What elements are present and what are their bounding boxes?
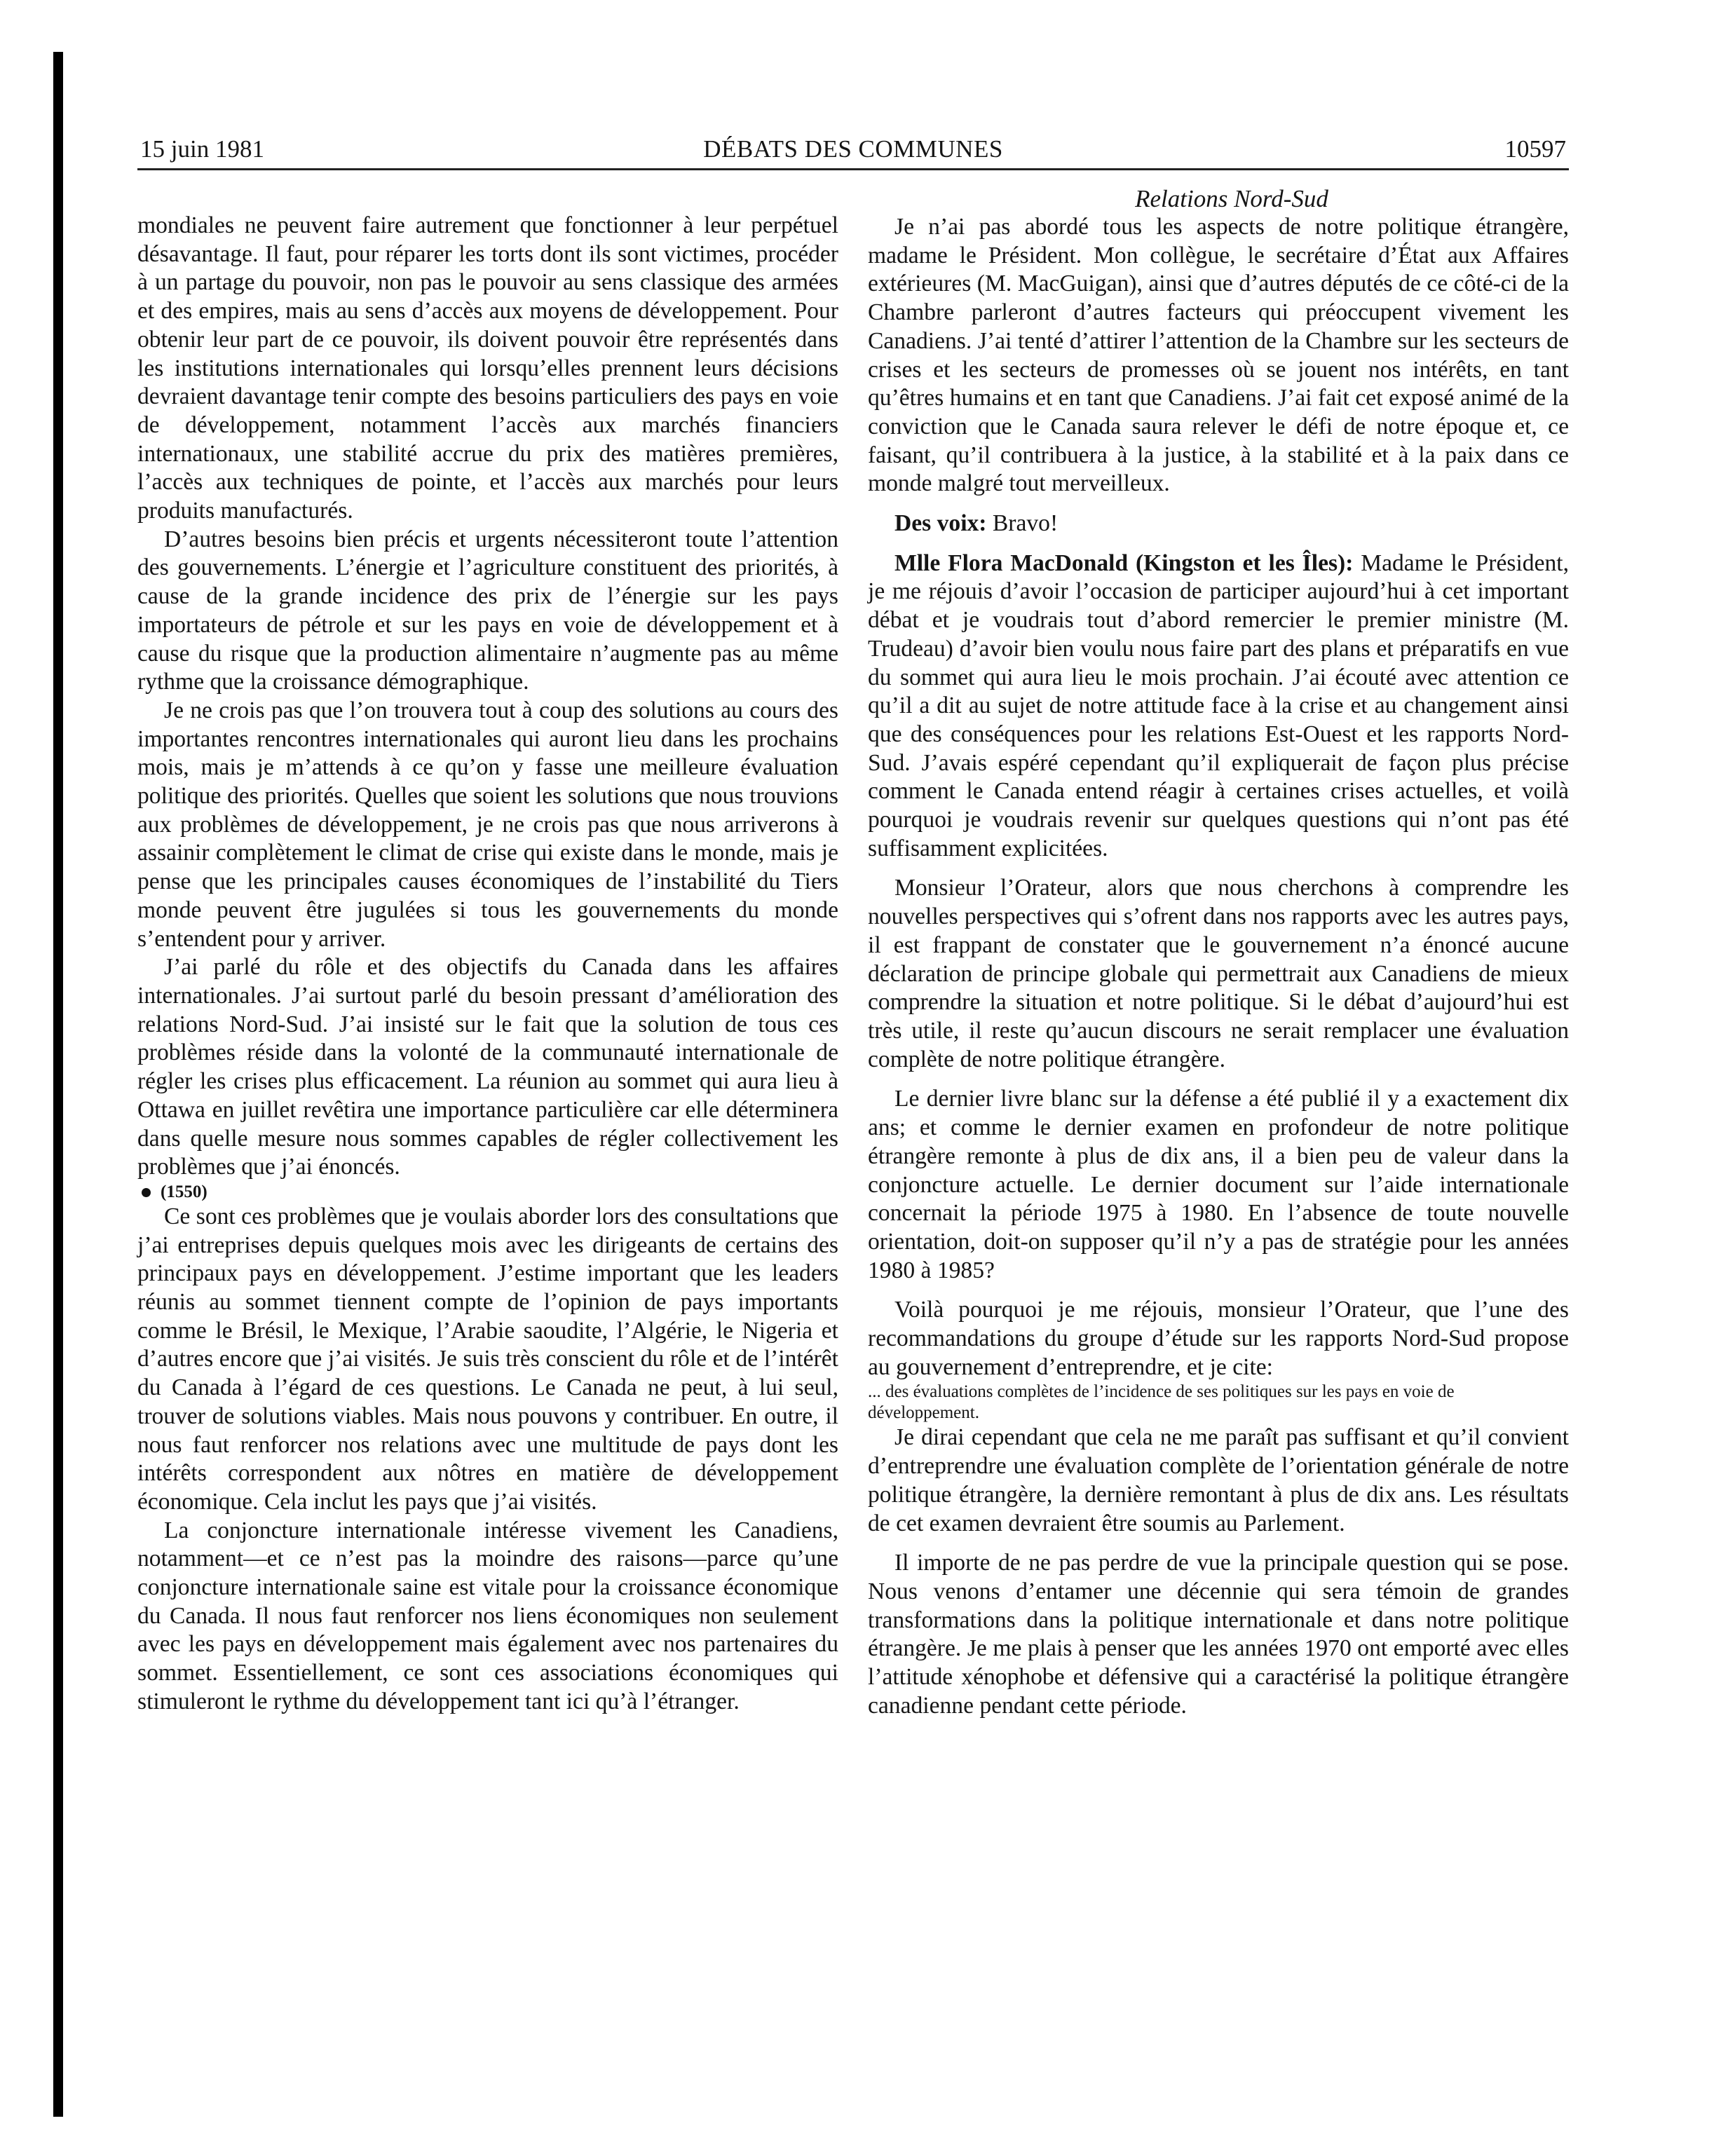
paragraph: D’autres besoins bien précis et urgents nécessiteront toute l’attention des gouvernements. L’énergie et l’agriculture constituent des priorités, à cause de la grande incidence des prix de l’énergie sur les pays importateurs de pétrole et sur les pays en voie de développement et à cause du risque que la production alimentaire n’augmente pas au même rythme que la croissance démographique.	[137, 526, 838, 695]
header-title: DÉBATS DES COMMUNES	[703, 135, 1003, 163]
time-marker	[137, 1182, 838, 1203]
speech-text: Madame le Président, je me réjouis d’avoir l’occasion de participer aujourd’hui à cet important débat et je voudrais tout d’abord remercier le premier ministre (M. Trudeau) d’avoir bien voulu nous faire part des plans et préparatifs en vue du sommet qui aura lieu le mois prochain. J’ai écouté avec attention ce qu’il a dit au sujet de notre attitude face à la crise et au changement ainsi que des conséquences pour les relations Est-Ouest et les rapports Nord-Sud. J’avais espéré cependant qu’il expliquerait de façon plus précise comment le Canada entend réagir à certaines crises actuelles, et voilà pourquoi je voudrais revenir sur quelques questions qui n’ont pas été suffisamment explicitées.	[868, 550, 1569, 861]
page-header	[137, 130, 1569, 170]
scan-edge-bar	[53, 52, 63, 2117]
hansard-page	[137, 130, 1569, 1719]
paragraph: Voilà pourquoi je me réjouis, monsieur l’Orateur, que l’une des recommandations du groupe d’étude sur les rapports Nord-Sud propose au gouvernement d’entreprendre, et je cite:	[868, 1297, 1569, 1380]
speaker-name: Des voix:	[894, 510, 987, 537]
speech-text: Bravo!	[992, 510, 1059, 537]
paragraph: J’ai parlé du rôle et des objectifs du Canada dans les affaires internationales. J’ai surtout parlé du besoin pressant d’amélioration des relations Nord-Sud. J’ai insisté sur le fait que la solution de tous ces problèmes réside dans la volonté de la communauté internationale de régler les crises plus efficacement. La réunion au sommet qui aura lieu à Ottawa en juillet revêtira une importance particulière car elle déterminera dans quelle mesure nous sommes capables de régler collectivement les problèmes que j’ai énoncés.	[137, 954, 838, 1180]
speaker-paragraph	[868, 510, 1569, 538]
timestamp: (1550)	[161, 1182, 207, 1201]
paragraph: Je ne crois pas que l’on trouvera tout à coup des solutions au cours des importantes rencontres internationales qui auront lieu dans les prochains mois, mais je m’attends à ce qu’on y fasse une meilleure évaluation politique des priorités. Quelles que soient les solutions que nous trouvions aux problèmes de développement, je ne crois pas que nous arriverons à assainir complètement le climat de crise qui existe dans le monde, mais je pense que les principales causes économiques de l’instabilité du Tiers monde peuvent être jugulées si tous les gouvernements du monde s’entendent pour y arriver.	[137, 697, 838, 952]
paragraph: Je n’ai pas abordé tous les aspects de notre politique étrangère, madame le Président. Mon collègue, le secrétaire d’État aux Affaires extérieures (M. MacGuigan), ainsi que d’autres députés de ce côté-ci de la Chambre parleront d’autres facteurs qui préoccupent vivement les Canadiens. J’ai tenté d’attirer l’attention de la Chambre sur les secteurs de crises et les secteurs de promesses où se jouent nos intérêts, en tant qu’êtres humains et en tant que Canadiens. J’ai fait cet exposé animé de la conviction que le Canada saura relever le défi de notre époque et, ce faisant, qu’il contribuera à la justice, à la stabilité et à la paix dans ce monde malgré tout merveilleux.	[868, 214, 1569, 497]
speaker-name: Mlle Flora MacDonald (Kingston et les Îles):	[894, 550, 1354, 576]
paragraph: Monsieur l’Orateur, alors que nous cherchons à comprendre les nouvelles perspectives qui s’ofrent dans nos rapports avec les autres pays, il est frappant de constater que le gouvernement n’a énoncé aucune déclaration de principe globale qui permettrait aux Canadiens de mieux comprendre la situation et notre politique. Si le débat d’aujourd’hui est très utile, il reste qu’aucun discours ne serait remplacer une évaluation complète de notre politique étrangère.	[868, 875, 1569, 1072]
header-date: 15 juin 1981	[140, 135, 264, 163]
speaker-paragraph	[868, 550, 1569, 864]
paragraph: mondiales ne peuvent faire autrement que fonctionner à leur perpétuel désavantage. Il faut, pour réparer les torts dont ils sont victimes, procéder à un partage du pouvoir, non pas le pouvoir au sens classique des armées et des empires, mais au sens d’accès aux moyens de développement. Pour obtenir leur part de ce pouvoir, ils doivent pouvoir être représentés dans les institutions internationales qui lorsqu’elles prennent leurs décisions devraient davantage tenir compte des besoins particuliers des pays en voie de développement, notamment l’accès aux marchés financiers internationaux, une stabilité accrue du prix des matières premières, l’accès aux techniques de pointe, et l’accès aux marchés pour leurs produits manufacturés.	[137, 212, 838, 524]
section-heading: Relations Nord-Sud	[1135, 185, 1328, 212]
right-column	[868, 185, 1569, 1720]
paragraph: Je dirai cependant que cela ne me paraît pas suffisant et qu’il convient d’entreprendre une évaluation complète de l’orientation générale de notre politique étrangère, la dernière remontant à plus de dix ans. Les résultats de cet examen devraient être soumis au Parlement.	[868, 1424, 1569, 1536]
paragraph: Ce sont ces problèmes que je voulais aborder lors des consultations que j’ai entreprises depuis quelques mois avec les dirigeants de certains des principaux pays en développement. J’estime important que les leaders réunis au sommet tiennent compte de l’opinion de pays importants comme le Brésil, le Mexique, l’Arabie saoudite, l’Algérie, le Nigeria et d’autres encore que j’ai visités. Je suis très conscient du rôle et de l’intérêt du Canada à l’égard de ces questions. Le Canada ne peut, à lui seul, trouver de solutions viables. Mais nous pouvons y contribuer. En outre, il nous faut renforcer nos relations avec une multitude de pays dont les intérêts correspondent aux nôtres en matière de développement économique. Cela inclut les pays que j’ai visités.	[137, 1203, 838, 1515]
paragraph: Il importe de ne pas perdre de vue la principale question qui se pose. Nous venons d’entamer une décennie qui sera témoin de grandes transformations dans la politique internationale et dans notre politique étrangère. Je me plais à penser que les années 1970 ont emporté avec elles l’attitude xénophobe et défensive qui a caractérisé la politique étrangère canadienne pendant cette période.	[868, 1550, 1569, 1719]
paragraph: La conjoncture internationale intéresse vivement les Canadiens, notamment—et ce n’est pas la moindre des raisons—parce qu’une conjoncture internationale saine est vitale pour la croissance économique du Canada. Il nous faut renforcer nos liens économiques non seulement avec les pays en développement mais également avec nos partenaires du sommet. Essentiellement, ce sont ces associations économiques qui stimuleront le rythme du développement tant ici qu’à l’étranger.	[137, 1517, 838, 1714]
block-quote: ... des évaluations complètes de l’incidence de ses politiques sur les pays en voie de développement.	[868, 1382, 1455, 1423]
bullet-icon	[142, 1188, 151, 1197]
page-number: 10597	[1504, 135, 1566, 163]
left-column	[137, 212, 838, 1717]
paragraph: Le dernier livre blanc sur la défense a été publié il y a exactement dix ans; et comme le dernier examen en profondeur de notre politique étrangère remonte à plus de dix ans, il a bien peu de valeur dans la conjoncture actuelle. Le dernier document sur l’aide internationale concernait la période 1975 à 1980. En l’absence de toute nouvelle orientation, doit-on supposer qu’il n’y a pas de stratégie pour les années 1980 à 1985?	[868, 1086, 1569, 1283]
